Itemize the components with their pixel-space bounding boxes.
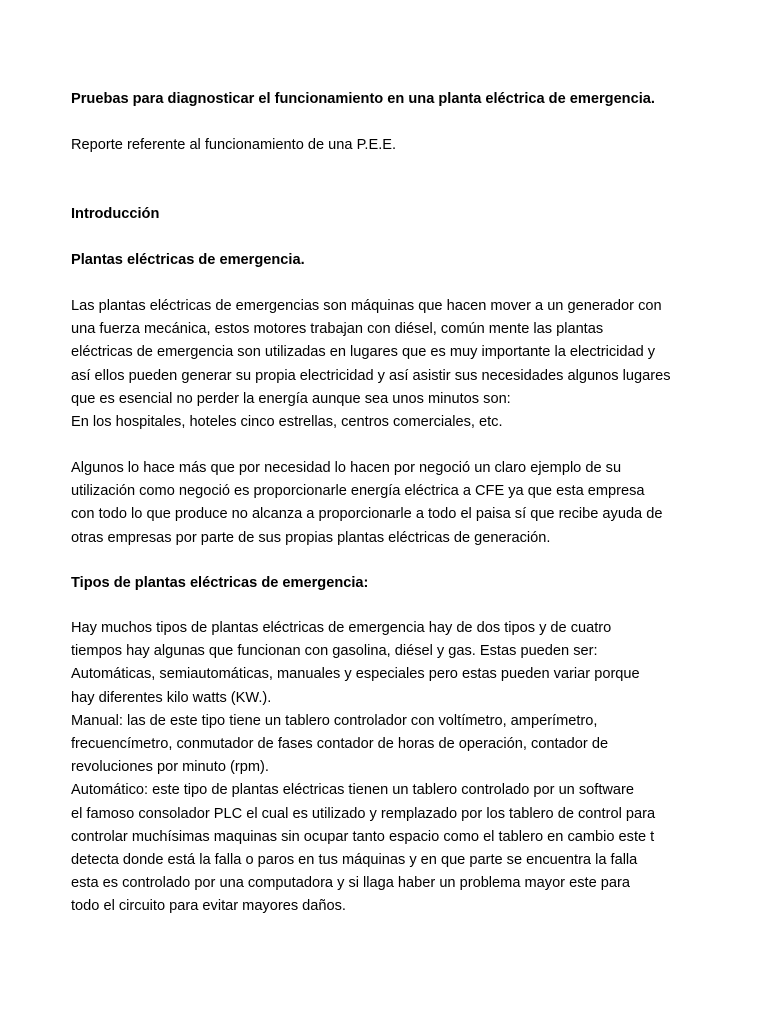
paragraph-line: el famoso consolador PLC el cual es utilizado y remplazado por los tablero de control para [71, 805, 656, 822]
paragraph-line: esta es controlado por una computadora y si llaga haber un problema mayor este para [71, 875, 630, 892]
document-subtitle: Reporte referente al funcionamiento de una P.E.E. [71, 137, 397, 153]
paragraph-line: Las plantas eléctricas de emergencias son máquinas que hacen mover a un generador con [71, 298, 662, 314]
paragraph-line: En los hospitales, hoteles cinco estrellas, centros comerciales, etc. [71, 414, 503, 431]
paragraph-line: tiempos hay algunas que funcionan con gasolina, diésel y gas. Estas pueden ser: [71, 643, 598, 660]
paragraph-line: Hay muchos tipos de plantas eléctricas de emergencia hay de dos tipos y de cuatro [71, 620, 612, 636]
paragraph-line: utilización como negoció es proporcionarle energía eléctrica a CFE ya que esta empresa [71, 483, 645, 500]
paragraph-line: así ellos pueden generar su propia electricidad y así asistir sus necesidades algunos lugares [71, 367, 671, 384]
paragraph-line: otras empresas por parte de sus propias plantas eléctricas de generación. [71, 529, 551, 546]
section-introduccion: Introducción [71, 206, 160, 222]
paragraph-line: Automático: este tipo de plantas eléctricas tienen un tablero controlado por un software [71, 782, 635, 799]
paragraph-line: con todo lo que produce no alcanza a proporcionarle a todo el paisa sí que recibe ayuda de [71, 506, 663, 523]
heading-plantas-electricas: Plantas eléctricas de emergencia. [71, 252, 305, 268]
paragraph-line: frecuencímetro, conmutador de fases contador de horas de operación, contador de [71, 736, 609, 753]
paragraph-line: eléctricas de emergencia son utilizadas en lugares que es muy importante la electricidad y [71, 344, 656, 361]
paragraph-line: que es esencial no perder la energía aunque sea unos minutos son: [71, 390, 511, 407]
paragraph-line: hay diferentes kilo watts (KW.). [71, 689, 272, 706]
paragraph-line: Manual: las de este tipo tiene un tablero controlador con voltímetro, amperímetro, [71, 712, 598, 729]
paragraph-line: Automáticas, semiautomáticas, manuales y especiales pero estas pueden variar porque [71, 666, 640, 683]
paragraph-line: Algunos lo hace más que por necesidad lo hacen por negoció un claro ejemplo de su [71, 460, 622, 476]
paragraph-1 [71, 295, 711, 434]
document-title: Pruebas para diagnosticar el funcionamiento en una planta eléctrica de emergencia. [71, 91, 655, 107]
paragraph-line: todo el circuito para evitar mayores daños. [71, 898, 346, 915]
heading-tipos-plantas: Tipos de plantas eléctricas de emergencia: [71, 575, 369, 591]
paragraph-line: detecta donde está la falla o paros en tus máquinas y en que parte se encuentra la falla [71, 852, 638, 869]
paragraph-line: revoluciones por minuto (rpm). [71, 759, 269, 776]
paragraph-line: una fuerza mecánica, estos motores trabajan con diésel, común mente las plantas [71, 321, 604, 338]
paragraph-line: controlar muchísimas maquinas sin ocupar tanto espacio como el tablero en cambio este t [71, 828, 655, 845]
paragraph-2 [71, 457, 711, 550]
paragraph-3 [71, 617, 711, 919]
